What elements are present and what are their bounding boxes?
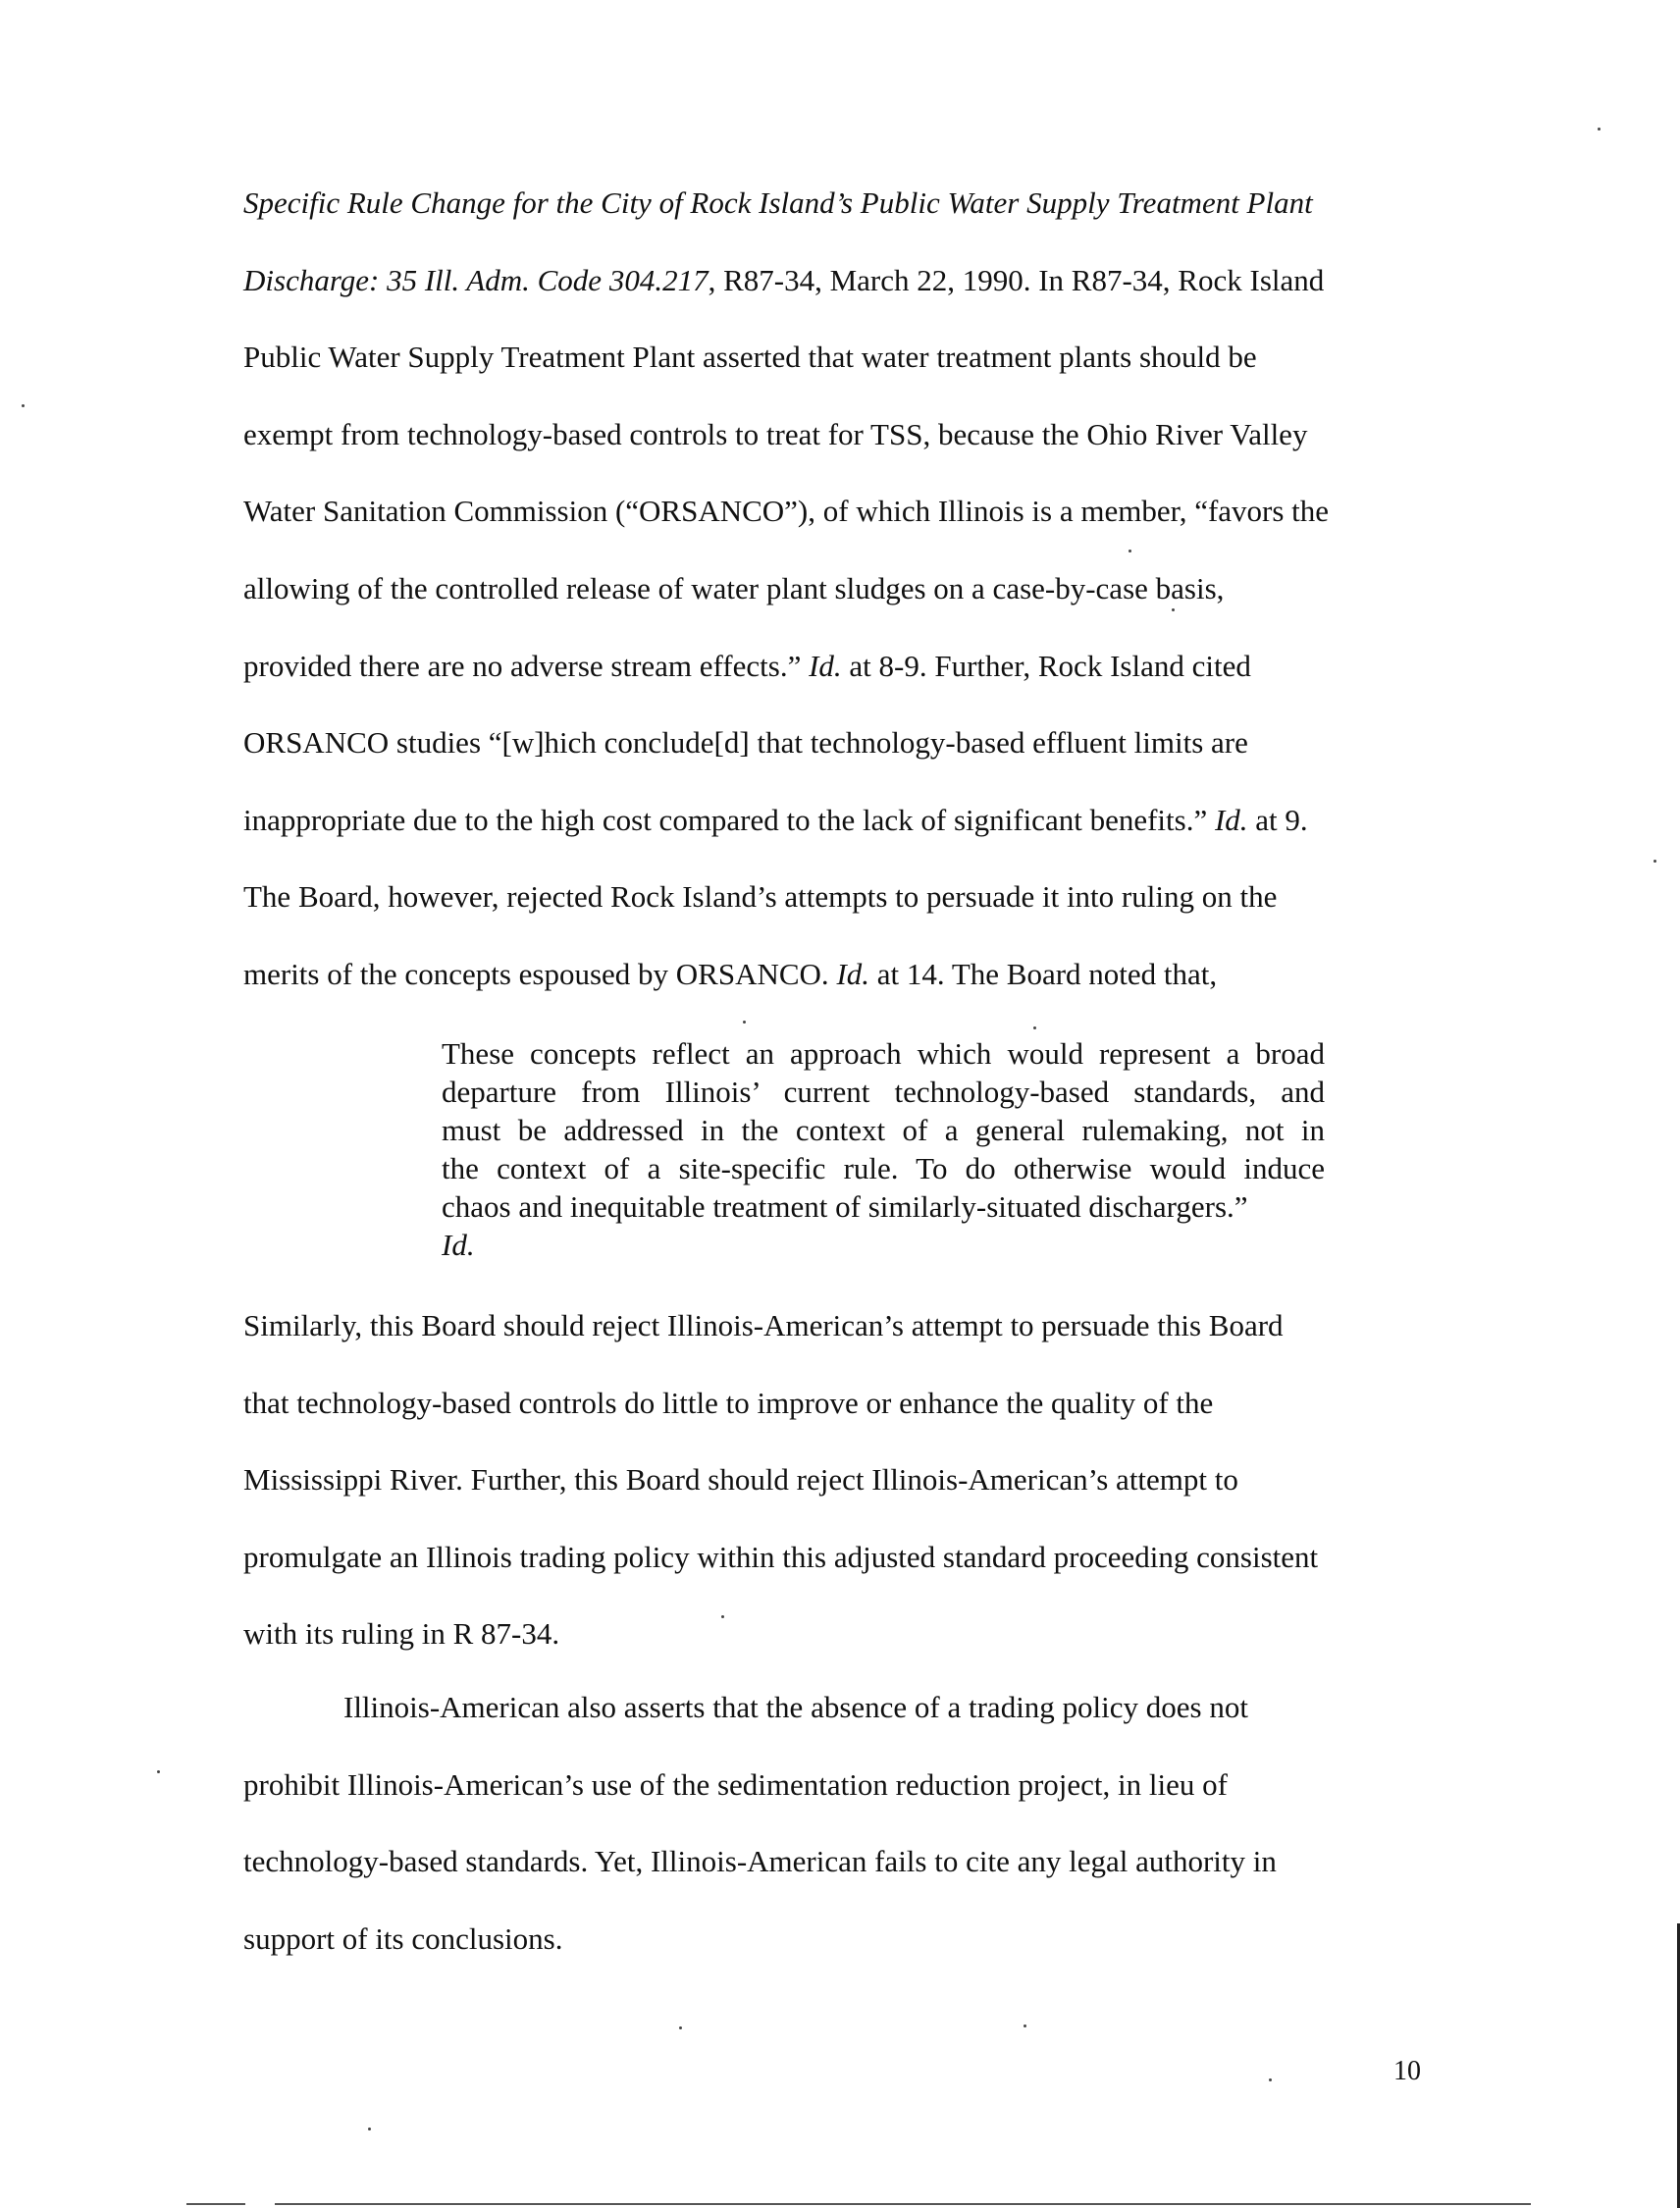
text-line: support of its conclusions. — [243, 1920, 563, 1956]
scan-speck — [743, 1021, 746, 1024]
text-line: allowing of the controlled release of water plant sludges on a case-by-case basis, — [243, 570, 1225, 605]
text-span: at 9. — [1247, 802, 1308, 837]
quote-line: These concepts reflect an approach which would represent a broad — [442, 1036, 1325, 1071]
quote-line: departure from Illinois’ current technology-based standards, and — [442, 1075, 1325, 1109]
text-line: that technology-based controls do little to improve or enhance the quality of the — [243, 1385, 1214, 1420]
text-line: prohibit Illinois-American’s use of the sedimentation reduction project, in lieu of — [243, 1766, 1228, 1802]
scan-speck — [157, 1770, 160, 1773]
body-paragraph-1 — [243, 165, 1460, 1014]
text-span: at 8-9. Further, Rock Island cited — [841, 648, 1251, 683]
scan-speck — [1269, 2078, 1272, 2081]
text-span: merits of the concepts espoused by ORSANCO. — [243, 956, 837, 991]
text-line: promulgate an Illinois trading policy within this adjusted standard proceeding consistent — [243, 1539, 1319, 1574]
text-line — [243, 782, 1460, 860]
text-line — [243, 165, 1460, 242]
scan-speck — [368, 2128, 371, 2130]
id-citation-italic: Id. — [809, 648, 842, 683]
scan-speck — [1172, 608, 1175, 611]
scan-speck — [721, 1615, 724, 1618]
quote-line: must be addressed in the context of a general rulemaking, not in — [442, 1113, 1325, 1147]
text-line: with its ruling in R 87-34. — [243, 1616, 560, 1652]
quote-line: the context of a site-specific rule. To do otherwise would induce — [442, 1151, 1325, 1185]
scan-edge-line — [186, 2203, 245, 2205]
scan-speck — [679, 2026, 682, 2029]
scan-speck — [22, 404, 25, 407]
text-line — [243, 936, 1460, 1014]
block-quote — [442, 1034, 1325, 1264]
id-citation-italic: Id. — [836, 956, 870, 991]
quote-line — [442, 1226, 1325, 1264]
scan-speck — [1654, 860, 1656, 863]
scan-speck — [1033, 1026, 1036, 1029]
scan-speck — [1024, 2024, 1026, 2027]
body-paragraph-2 — [243, 1288, 1460, 1673]
text-line: exempt from technology-based controls to treat for TSS, because the Ohio River Valley — [243, 416, 1308, 451]
id-citation-italic: Id. — [442, 1228, 475, 1262]
page-number: 10 — [1393, 2056, 1421, 2086]
text-span: provided there are no adverse stream effects.” — [243, 648, 810, 683]
text-span: at 14. The Board noted that, — [869, 956, 1218, 991]
id-citation-italic: Id. — [1214, 802, 1248, 837]
text-line — [243, 628, 1460, 706]
quote-line: chaos and inequitable treatment of similarly-situated dischargers.” — [442, 1189, 1248, 1224]
text-span: , R87-34, March 22, 1990. In R87-34, Rock Island — [708, 262, 1325, 297]
text-line: The Board, however, rejected Rock Island’s attempts to persuade it into ruling on the — [243, 879, 1278, 915]
body-paragraph-3 — [243, 1669, 1460, 1977]
text-span: inappropriate due to the high cost compared to the lack of significant benefits.” — [243, 802, 1215, 837]
text-line: Illinois-American also asserts that the absence of a trading policy does not — [343, 1690, 1248, 1724]
case-citation-italic: Discharge: 35 Ill. Adm. Code 304.217 — [243, 262, 709, 297]
text-line: Similarly, this Board should reject Illinois-American’s attempt to persuade this Board — [243, 1308, 1284, 1342]
text-line — [243, 242, 1460, 320]
text-line: ORSANCO studies “[w]hich conclude[d] that technology-based effluent limits are — [243, 725, 1248, 761]
text-line: Water Sanitation Commission (“ORSANCO”), of which Illinois is a member, “favors the — [243, 494, 1330, 529]
text-line: Public Water Supply Treatment Plant asserted that water treatment plants should be — [243, 340, 1257, 375]
scan-edge-line — [275, 2203, 1531, 2205]
text-line: technology-based standards. Yet, Illinois-American fails to cite any legal authority in — [243, 1844, 1277, 1879]
scan-speck — [1129, 550, 1131, 552]
case-citation-italic: Specific Rule Change for the City of Rock Island’s Public Water Supply Treatment Plant — [243, 185, 1313, 220]
text-line: Mississippi River. Further, this Board should reject Illinois-American’s attempt to — [243, 1462, 1238, 1498]
scan-speck — [1598, 128, 1601, 131]
